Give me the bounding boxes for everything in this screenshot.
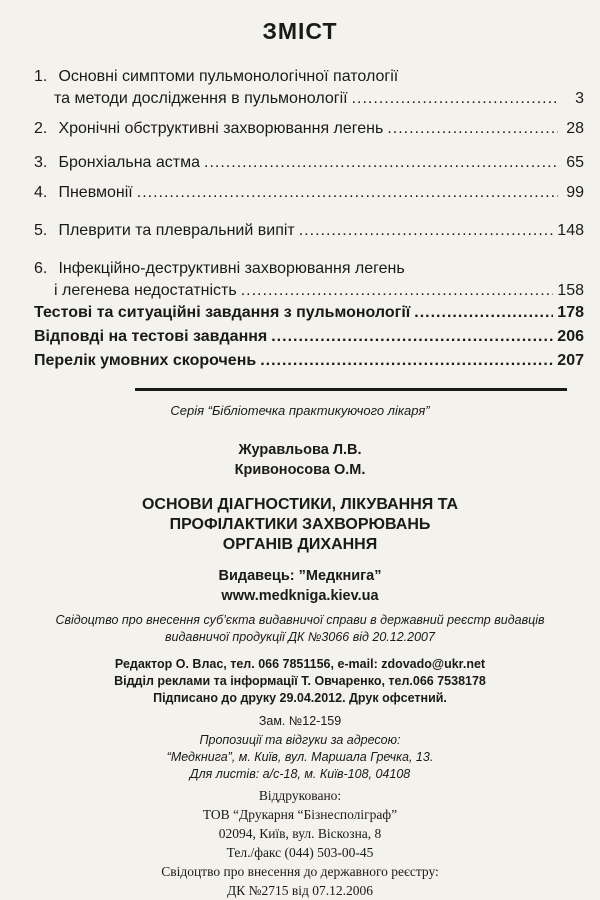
- proposals-line: “Медкнига”, м. Київ, вул. Маршала Гречка, 13.: [166, 750, 434, 764]
- certificate-line: Свідоцтво про внесення суб’єкта видавничої справи в державний реєстр видавців: [55, 613, 545, 627]
- toc-entry-number: 5.: [34, 222, 48, 239]
- toc-entry-title: Перелік умовних скорочень: [34, 352, 257, 369]
- toc-entry-title: Відповді на тестові завдання: [34, 328, 268, 345]
- printed-line: ТОВ “Друкарня “Бізнесполіграф”: [202, 807, 398, 822]
- toc-page-number: 3: [575, 90, 584, 107]
- toc-page-number: 206: [557, 328, 584, 345]
- toc-title: ЗМІСТ: [262, 18, 338, 44]
- toc-entry-number: 4.: [34, 184, 48, 201]
- toc-page-number: 28: [566, 120, 584, 137]
- toc-entry-title: Тестові та ситуаційні завдання з пульмонології: [34, 304, 411, 321]
- publisher: [0, 566, 600, 606]
- toc-entry-title: Пневмонії: [58, 184, 133, 201]
- toc-page-number: 65: [566, 154, 584, 171]
- printed-line: ДК №2715 від 07.12.2006: [227, 883, 373, 898]
- toc-entry-2: [34, 118, 584, 140]
- toc-page-number: 178: [557, 304, 584, 321]
- toc-entry-number: 1.: [34, 68, 48, 85]
- toc-page-number: 158: [557, 282, 584, 299]
- toc-entry-title: Плеврити та плевральний випіт: [58, 222, 295, 239]
- toc-entry-1: [34, 66, 584, 110]
- publisher-website: www.medkniga.kiev.ua: [221, 588, 379, 604]
- leader-dots: [299, 220, 554, 242]
- printed-line: 02094, Київ, вул. Віскозна, 8: [218, 826, 382, 841]
- toc-page-number: 99: [566, 184, 584, 201]
- printed-line: Свідоцтво про внесення до державного реєстру:: [161, 864, 439, 879]
- leader-dots: [260, 350, 553, 372]
- certificate-line: видавничої продукції ДК №3066 від 20.12.2007: [165, 630, 435, 644]
- book-title-line: ОРГАНІВ ДИХАННЯ: [222, 536, 378, 553]
- toc-entry-4: [34, 182, 584, 204]
- toc-entry-title-cont: і легенева недостатність: [54, 282, 237, 299]
- printed-line: Віддруковано:: [258, 788, 342, 803]
- toc-entry-tests: [34, 302, 584, 324]
- leader-dots: [414, 302, 553, 324]
- proposals-line: Пропозиції та відгуки за адресою:: [199, 733, 401, 747]
- toc-entry-title: Інфекційно-деструктивні захворювання легень: [58, 260, 405, 277]
- toc-entry-title: Основні симптоми пульмонологічної патології: [58, 68, 399, 85]
- leader-dots: [352, 88, 558, 110]
- leader-dots: [271, 326, 553, 348]
- publisher-name: Видавець: ”Медкнига”: [218, 568, 382, 584]
- toc-entry-title: Хронічні обструктивні захворювання легень: [58, 120, 384, 137]
- toc-entry-3: [34, 152, 584, 174]
- toc-page-number: 207: [557, 352, 584, 369]
- divider-rule: [135, 388, 567, 391]
- advertising-line: Відділ реклами та інформації Т. Овчаренко, тел.066 7538178: [114, 674, 486, 688]
- toc-page-number: 148: [557, 222, 584, 239]
- publisher-certificate: [0, 612, 600, 646]
- book-title-line: ОСНОВИ ДІАГНОСТИКИ, ЛІКУВАННЯ ТА: [141, 496, 459, 513]
- leader-dots: [137, 182, 558, 204]
- toc-entry-answers: [34, 326, 584, 348]
- leader-dots: [241, 280, 554, 302]
- proposals-line: Для листів: а/с-18, м. Київ-108, 04108: [189, 767, 411, 781]
- author-name: Журавльова Л.В.: [238, 442, 362, 458]
- book-title-line: ПРОФІЛАКТИКИ ЗАХВОРЮВАНЬ: [169, 516, 431, 533]
- toc-entry-abbreviations: [34, 350, 584, 372]
- toc-entry-number: 6.: [34, 260, 48, 277]
- toc-entry-number: 2.: [34, 120, 48, 137]
- printed-line: Тел./факс (044) 503-00-45: [226, 845, 374, 860]
- editorial-info: [0, 656, 600, 707]
- toc-entry-6: [34, 258, 584, 302]
- leader-dots: [387, 118, 558, 140]
- author-name: Кривоносова О.М.: [234, 462, 366, 478]
- toc-entry-title: Бронхіальна астма: [58, 154, 201, 171]
- order-number: Зам. №12-159: [258, 714, 342, 728]
- leader-dots: [204, 152, 558, 174]
- book-title: [0, 495, 600, 555]
- authors: [0, 440, 600, 480]
- proposals-address: [0, 732, 600, 783]
- toc-entry-5: [34, 220, 584, 242]
- toc-entry-title-cont: та методи дослідження в пульмонології: [54, 90, 348, 107]
- toc-entry-number: 3.: [34, 154, 48, 171]
- series-line: Серія “Бібліотечка практикуючого лікаря”: [170, 403, 430, 418]
- editor-line: Редактор О. Влас, тел. 066 7851156, e-mail: zdovado@ukr.net: [114, 657, 486, 671]
- signed-to-print-line: Підписано до друку 29.04.2012. Друк офсетний.: [153, 691, 447, 705]
- printing-house: [0, 786, 600, 900]
